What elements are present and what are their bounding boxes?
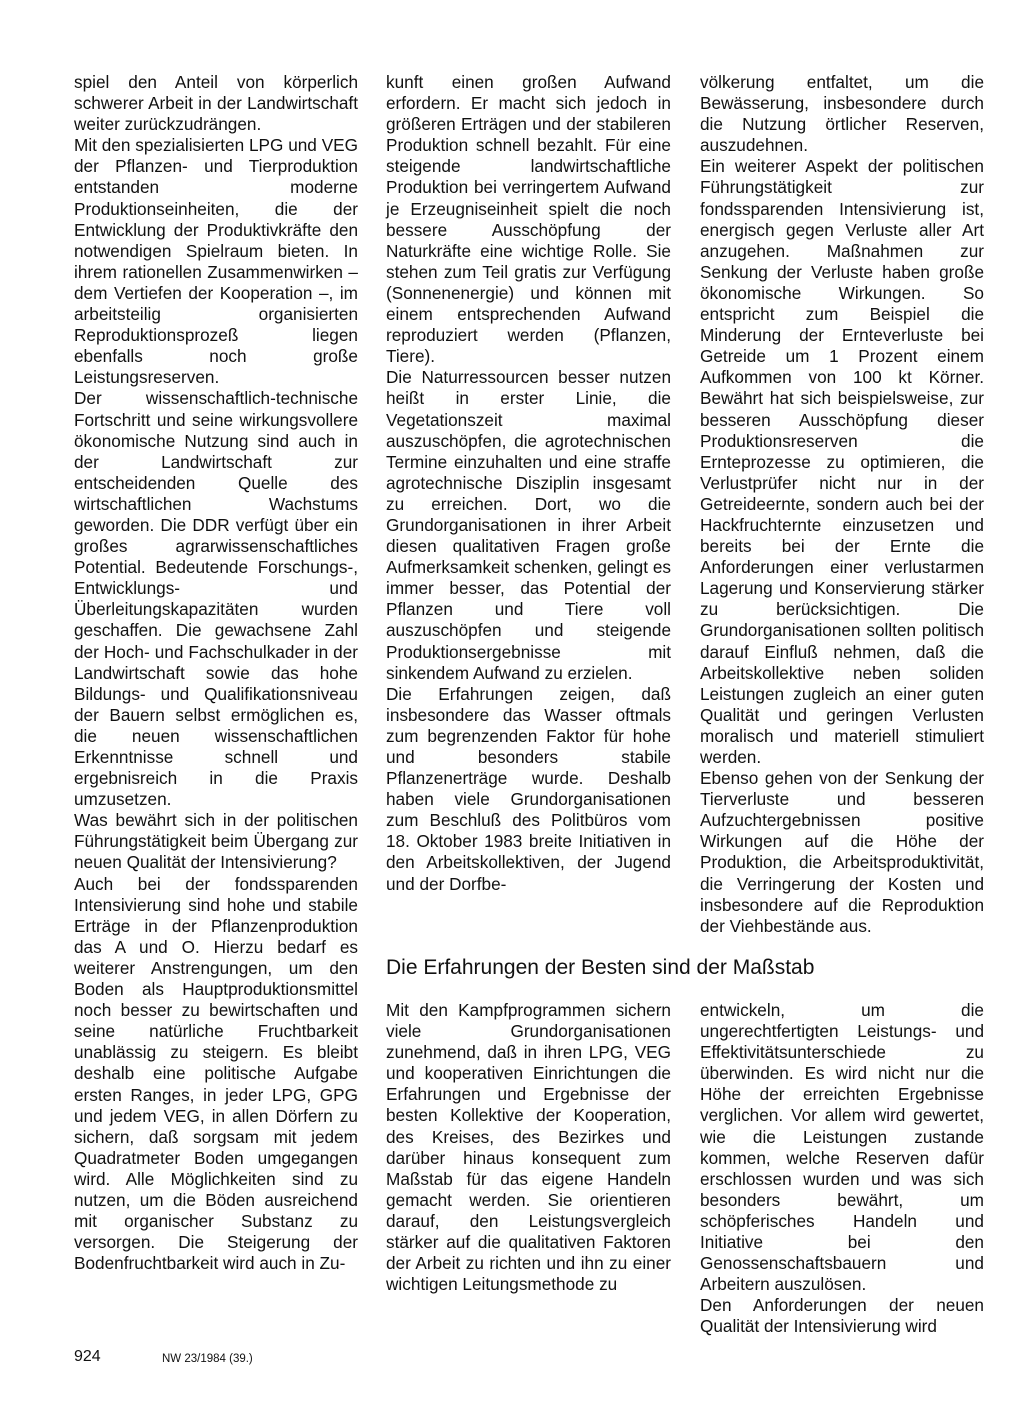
paragraph: entwickeln, um die ungerechtfertigten Leistungs- und Effektivitätsunterschiede zu überwinden. Es wird nicht nur die Höhe der erreichten Ergebnisse verglichen. Vor allem wird gewertet, wie die Leistungen zustande kommen, welche Reserven dafür erschlossen wurden und was sich besonders bewährt, um schöpferisches Handeln und Initiative bei den Genossenschaftsbauern und Arbeitern auszulösen. bbox=[700, 1000, 984, 1295]
paragraph: Mit den spezialisierten LPG und VEG der Pflanzen- und Tierproduktion entstanden moderne Produktionseinheiten, die der Entwicklung der Produktivkräfte den notwendigen Spielraum bieten. In ihrem rationellen Zusammenwirken – dem Vertiefen der Kooperation –, im arbeitsteilig organisierten Reproduktionsprozeß liegen ebenfalls noch große Leistungsreserven. bbox=[74, 135, 358, 388]
paragraph: Die Naturressourcen besser nutzen heißt in erster Linie, die Vegetationszeit maximal auszuschöpfen, die agrotechnischen Termine einzuhalten und eine straffe agrotechnische Disziplin insgesamt zu erreichen. Dort, wo die Grundorganisationen in ihrer Arbeit diesen qualitativen Fragen große Aufmerksamkeit schenken, gelingt es immer besser, das Potential der Pflanzen und Tiere voll auszuschöpfen und steigende Produktionsergebnisse mit sinkendem Aufwand zu erzielen. bbox=[386, 367, 671, 683]
paragraph: Auch bei der fondssparenden Intensivierung sind hohe und stabile Erträge in der Pflanzenproduktion das A und O. Hierzu bedarf es weiterer Anstrengungen, um den Boden als Hauptproduktionsmittel noch besser zu bewirtschaften und seine natürliche Fruchtbarkeit unablässig zu steigern. Es bleibt deshalb eine politische Aufgabe ersten Ranges, in jeder LPG, GPG und jedem VEG, in allen Dörfern zu sichern, daß sorgsam mit jedem Quadratmeter Boden umgegangen wird. Alle Möglichkeiten sind zu nutzen, um die Böden ausreichend mit organischer Substanz zu versorgen. Die Steigerung der Bodenfruchtbarkeit wird auch in Zu- bbox=[74, 873, 358, 1274]
paragraph: Was bewährt sich in der politischen Führungstätigkeit beim Übergang zur neuen Qualität der Intensivierung? bbox=[74, 810, 358, 873]
text-column-3 bbox=[700, 72, 984, 937]
paragraph: Ein weiterer Aspekt der politischen Führungstätigkeit zur fondssparenden Intensivierung ist, energisch gegen Verluste aller Art anzugehen. Maßnahmen zur Senkung der Verluste haben große ökonomische Wirkungen. So entspricht zum Beispiel die Minderung der Ernteverluste bei Getreide um 1 Prozent einem Aufkommen von 100 kt Körner. Bewährt hat sich beispielsweise, zur besseren Ausschöpfung dieser Produktionsreserven die Ernteprozesse zu optimieren, die Verlustprüfer nicht nur in der Getreideernte, sondern auch bei der Hackfruchternte einzusetzen und bereits bei der Ernte die Anforderungen einer verlustarmen Lagerung und Konservierung stärker zu berücksichtigen. Die Grundorganisationen sollten politisch darauf Einfluß nehmen, daß die Arbeitskollektive neben soliden Leistungen zugleich an einer guten Qualität und geringen Verlusten moralisch und materiell stimuliert werden. bbox=[700, 156, 984, 767]
text-column-1 bbox=[74, 72, 358, 1274]
paragraph: Ebenso gehen von der Senkung der Tierverluste und besseren Aufzuchtergebnissen positive Wirkungen auf die Höhe der Produktion, die Arbeitsproduktivität, die Verringerung der Kosten und insbesondere auf die Reproduktion der Viehbestände aus. bbox=[700, 768, 984, 936]
paragraph: Mit den Kampfprogrammen sichern viele Grundorganisationen zunehmend, daß in ihren LPG, VEG und kooperativen Einrichtungen die Erfahrungen und Ergebnisse der besten Kollektive der Kooperation, des Kreises, des Bezirkes und darüber hinaus konsequent zum Maßstab für das eigene Handeln gemacht werden. Sie orientieren darauf, den Leistungsvergleich stärker auf die qualitativen Faktoren der Arbeit zu richten und ihn zu einer wichtigen Leitungsmethode zu bbox=[386, 1000, 671, 1295]
paragraph: Der wissenschaftlich-technische Fortschritt und seine wirkungsvollere ökonomische Nutzung sind auch in der Landwirtschaft zur entscheidenden Quelle des wirtschaftlichen Wachstums geworden. Die DDR verfügt über ein großes agrarwissenschaftliches Potential. Bedeutende Forschungs-, Entwicklungs- und Überleitungskapazitäten wurden geschaffen. Die gewachsene Zahl der Hoch- und Fachschulkader in der Landwirtschaft sowie das hohe Bildungs- und Qualifikationsniveau der Bauern selbst ermöglichen es, die neuen wissenschaftlichen Erkenntnisse schnell und ergebnisreich in die Praxis umzusetzen. bbox=[74, 388, 358, 810]
issue-reference: NW 23/1984 (39.) bbox=[162, 1353, 253, 1365]
page-footer bbox=[74, 1348, 253, 1366]
section-heading: Die Erfahrungen der Besten sind der Maßstab bbox=[386, 956, 815, 979]
paragraph: völkerung entfaltet, um die Bewässerung, insbesondere durch die Nutzung örtlicher Reserven, auszudehnen. bbox=[700, 72, 984, 156]
paragraph: Die Erfahrungen zeigen, daß insbesondere das Wasser oftmals zum begrenzenden Faktor für hohe und besonders stabile Pflanzenerträge wurde. Deshalb haben viele Grundorganisationen zum Beschluß des Politbüros vom 18. Oktober 1983 breite Initiativen in den Arbeitskollektiven, der Jugend und der Dorfbe- bbox=[386, 683, 671, 894]
paragraph: kunft einen großen Aufwand erfordern. Er macht sich jedoch in größeren Erträgen und der stabileren Produktion schnell bezahlt. Für eine steigende landwirtschaftliche Produktion bei verringertem Aufwand je Erzeugniseinheit spielt die noch bessere Ausschöpfung der Naturkräfte eine wichtige Rolle. Sie stehen zum Teil gratis zur Verfügung (Sonnenenergie) und können mit einem entsprechenden Aufwand reproduziert werden (Pflanzen, Tiere). bbox=[386, 72, 671, 367]
text-column-3-lower bbox=[700, 1000, 984, 1338]
text-column-2-lower bbox=[386, 1000, 671, 1295]
paragraph: spiel den Anteil von körperlich schwerer Arbeit in der Landwirtschaft weiter zurückzudrängen. bbox=[74, 72, 358, 135]
page-number: 924 bbox=[74, 1348, 101, 1365]
text-column-2 bbox=[386, 72, 671, 895]
paragraph: Den Anforderungen der neuen Qualität der Intensivierung wird bbox=[700, 1295, 984, 1337]
